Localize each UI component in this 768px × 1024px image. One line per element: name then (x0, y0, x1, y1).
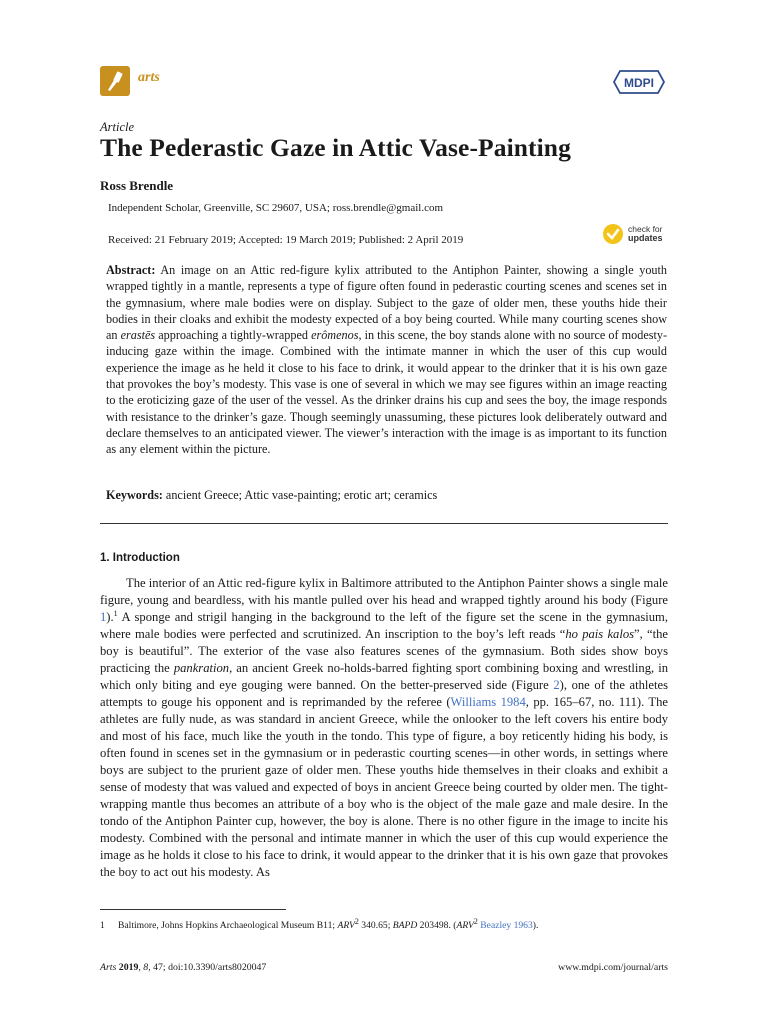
body-text-6: ), one of the athletes attempts to gouge his opponent and is reprimanded by the referee ( (100, 678, 668, 709)
abstract-term-eromenos: erômenos (311, 328, 359, 343)
keywords-label: Keywords: (106, 488, 163, 502)
article-type: Article (100, 120, 135, 134)
body-text-5: , an ancient Greek no-holds-barred fighting sport combining boxing and wrestling, in which only biting and eye gouging were banned. On the better-preserved side (Figure (100, 661, 668, 692)
body-text-7: , pp. 165–67, no. 111). The athletes are fully nude, as was standard in ancient Greece, while the onlooker to the left covers his entire body and most of his face, much like the youth in the tondo. This type of figure, a boy reticently hiding his body, is often found in scenes set in the gymnasium or in pederastic courting scenes—in other words, in settings where boys are subject to the prurient gaze of older men. These youths hide themselves in their cloaks and exhibit a sense of modesty that was valued and expected of boys in ancient Greece being courted by older men. The tight-wrapping mantle thus becomes an attribute of a boy who is the object of the male gaze and male desire. In the tondo of the Antiphon Painter cup, however, the boy is alone. There is no other figure in the image to incite his modesty. Combined with the personal and intimate manner in which the user of this cup would experience the image as he holds it close to his face to drink, it would appear to the drinker that it is his own gaze that provokes the boy to act out his modesty. As (100, 695, 668, 879)
check-for-updates-badge[interactable] (602, 223, 672, 247)
abstract-label: Abstract: (106, 263, 156, 277)
footnote-number: 1 (100, 920, 105, 931)
citation-williams-1984[interactable]: Williams 1984 (450, 695, 526, 709)
section-divider (100, 523, 668, 524)
journal-name: arts (138, 70, 160, 85)
footnote-sup-2: 2 (473, 916, 478, 926)
footnote-text-b: 340.65; (358, 920, 393, 931)
footnote-text-c: 203498. ( (417, 920, 457, 931)
citation-beazley-1963[interactable]: Beazley 1963 (480, 920, 533, 931)
footnote-ref-1[interactable]: 1 (113, 608, 118, 618)
footnote-arv-2: ARV (456, 920, 474, 931)
publication-dates: Received: 21 February 2019; Accepted: 19 March 2019; Published: 2 April 2019 (108, 234, 464, 246)
footnote (100, 916, 539, 931)
body-text-3: A sponge and strigil hanging in the background to the left of the figure set the scene in the gymnasium, where male bodies were perfected and scrutinized. An inscription to the boy’s left reads “ (100, 610, 668, 641)
footnote-sup-1: 2 (354, 916, 359, 926)
abstract-text-1: An image on an Attic red-figure kylix attributed to the Antiphon Painter, showing a single youth wrapped tightly in a mantle, represents a type of figure often found in pederastic courting scenes and scenes set in the gymnasium, where male bodies were on display. Subject to the gaze of older men, these youths hide their bodies in their cloaks and exhibit the modesty expected of a boy being courted. While many courting scenes show an (106, 263, 668, 343)
footer-url[interactable]: www.mdpi.com/journal/arts (558, 962, 668, 973)
footnote-arv-1: ARV (337, 920, 355, 931)
footer-year: 2019 (118, 962, 139, 973)
keywords (106, 488, 437, 503)
footer-citation: Arts 2019, 8, 47; doi:10.3390/arts8020047 (100, 962, 267, 973)
footnote-bapd: BAPD (392, 920, 418, 931)
brush-icon (100, 66, 130, 96)
keywords-text: ancient Greece; Attic vase-painting; erotic art; ceramics (165, 488, 438, 502)
author-name: Ross Brendle (100, 178, 174, 193)
page-title: The Pederastic Gaze in Attic Vase-Painting (100, 133, 571, 162)
mdpi-logo-text: MDPI (624, 76, 654, 90)
footnote-divider (100, 909, 286, 910)
abstract-text-2: approaching a tightly-wrapped (158, 328, 308, 343)
check-updates-line1: check for (628, 224, 663, 234)
abstract-text-3: , in this scene, the boy stands alone with no source of modesty-inducing gaze within the image. Combined with the intimate manner in which the user of this cup would experience the image as he held it close to his face to drink, it would appear to the drinker that it is his own gaze that provokes the boy’s modesty. This vase is one of several in which we may see figures within an image reacting to the eroticizing gaze of the user of the vessel. As the drinker drains his cup and sees the boy, the image responds with resistance to the drinker’s gaze. Though seemingly unassuming, these pictures look deliberately outward and declare themselves to an anticipated viewer. The viewer’s interaction with the image is as important to its function as any element within the picture. (106, 328, 668, 457)
abstract-term-erastes: erastēs (120, 328, 156, 343)
arts-journal-logo (100, 66, 130, 96)
body-text-1: The interior of an Attic red-figure kylix in Baltimore attributed to the Antiphon Painter shows a single male figure, young and beardless, with his mantle pulled over his head and wrapped tightly around his body (Figure (100, 576, 668, 607)
footer-volume: 8 (143, 962, 149, 973)
body-paragraph (100, 575, 668, 881)
body-text-4: ”, “the boy is beautiful”. The exterior of the vase also features scenes of the gymnasium. Both sides show boys practicing the (100, 627, 668, 675)
footnote-text-a: Baltimore, Johns Hopkins Archaeological Museum B11; (118, 920, 338, 931)
pankration-term: pankration (173, 661, 230, 675)
figure-1-link[interactable]: 1 (100, 610, 107, 624)
section-title: 1. Introduction (100, 552, 180, 564)
affiliation: Independent Scholar, Greenville, SC 29607, USA; ross.brendle@gmail.com (108, 202, 444, 214)
footer-journal: Arts (100, 962, 117, 973)
inscription-text: ho pais kalos (565, 627, 635, 641)
check-updates-line2: updates (628, 233, 663, 243)
footer-doi: , 47; doi:10.3390/arts8020047 (148, 962, 267, 973)
body-text-2: ). (106, 610, 114, 624)
mdpi-logo (612, 68, 666, 96)
figure-2-link[interactable]: 2 (553, 678, 560, 692)
abstract (106, 262, 667, 458)
check-updates-icon (602, 223, 624, 245)
footnote-text-e: ). (532, 920, 539, 931)
